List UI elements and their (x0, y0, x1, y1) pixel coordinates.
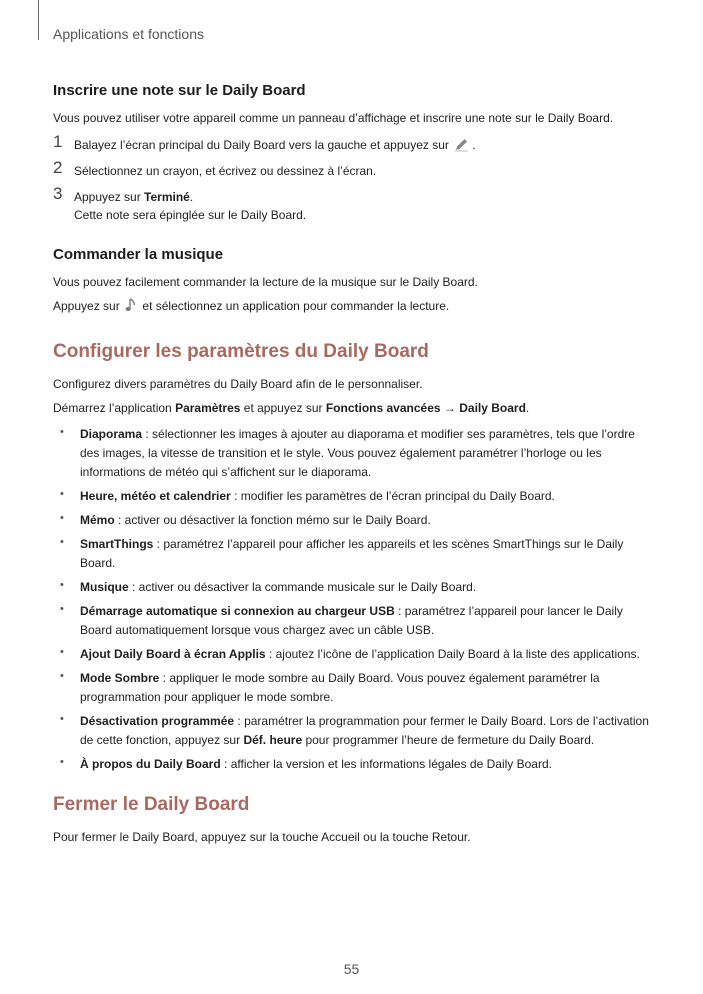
arrow-icon: → (440, 401, 460, 415)
item-term: Musique (80, 580, 129, 594)
item-term: Ajout Daily Board à écran Applis (80, 647, 266, 661)
list-item (53, 425, 653, 482)
item-term: SmartThings (80, 537, 154, 551)
list-item (53, 487, 653, 506)
item-text: : activer ou désactiver la commande musicale sur le Daily Board. (128, 580, 477, 594)
note-title: Inscrire une note sur le Daily Board (53, 82, 306, 99)
item-text: : paramétrez l’appareil pour lancer le Daily Board automatiquement lorsque vous chargez avec un câble USB. (80, 604, 623, 637)
section-header: Applications et fonctions (53, 26, 204, 42)
list-item (53, 712, 653, 750)
settings-p2-text: et appuyez sur (240, 401, 326, 415)
settings-p2-end: . (525, 401, 530, 415)
step-text-end: . (189, 190, 194, 204)
item-term: Heure, météo et calendrier (80, 489, 231, 503)
item-text: : ajoutez l’icône de l’application Daily Board à la liste des applications. (265, 647, 640, 661)
step-number: 2 (53, 158, 63, 177)
item-text: : sélectionner les images à ajouter au diaporama et modifier ses paramètres, tels que l’ordre des images, la vitesse de transition et le style. Vous pouvez également paramétrer l’horloge ou les informations de météo qui s’affichent sur le diaporama. (80, 427, 635, 479)
list-item (53, 511, 653, 530)
item-text: : paramétrez l’appareil pour afficher les appareils et les scènes SmartThings sur le Daily Board. (80, 537, 624, 570)
settings-p1: Configurez divers paramètres du Daily Board afin de le personnaliser. (53, 377, 423, 391)
close-p1: Pour fermer le Daily Board, appuyez sur la touche Accueil ou la touche Retour. (53, 830, 471, 844)
item-text: : modifier les paramètres de l’écran principal du Daily Board. (230, 489, 555, 503)
list-item (53, 645, 653, 664)
item-term: À propos du Daily Board (80, 757, 221, 771)
music-note-icon (125, 297, 137, 313)
note-step-1 (53, 132, 653, 154)
close-title: Fermer le Daily Board (53, 794, 250, 815)
settings-list (53, 425, 653, 774)
settings-p2 (53, 399, 653, 417)
music-p2 (53, 297, 653, 315)
step-number: 1 (53, 132, 63, 151)
note-intro: Vous pouvez utiliser votre appareil comme un panneau d’affichage et inscrire une note sur le Daily Board. (53, 111, 614, 125)
step-number: 3 (53, 184, 63, 203)
item-term-inline: Déf. heure (243, 733, 303, 747)
item-term: Diaporama (80, 427, 143, 441)
list-item (53, 669, 653, 707)
step-bold-term: Terminé (144, 190, 190, 204)
page-number: 55 (343, 961, 360, 977)
settings-submenu-name: Daily Board (459, 401, 526, 415)
settings-p2-text: Démarrez l’application (53, 401, 176, 415)
settings-menu-name: Fonctions avancées (325, 401, 441, 415)
margin-rule (38, 0, 39, 40)
list-item (53, 535, 653, 573)
item-text: pour programmer l’heure de fermeture du Daily Board. (302, 733, 595, 747)
list-item (53, 578, 653, 597)
step-subtext: Cette note sera épinglée sur le Daily Board. (74, 208, 307, 222)
step-text: Balayez l’écran principal du Daily Board vers la gauche et appuyez sur (74, 138, 449, 152)
music-p1: Vous pouvez facilement commander la lecture de la musique sur le Daily Board. (53, 275, 478, 289)
item-text: : paramétrer la programmation pour fermer le Daily Board. Lors de l’activation de cette fonction, appuyez sur (80, 714, 649, 747)
page-content (53, 82, 653, 852)
pencil-icon (454, 138, 470, 152)
item-term: Désactivation programmée (80, 714, 235, 728)
item-text: : afficher la version et les informations légales de Daily Board. (220, 757, 552, 771)
item-text: : appliquer le mode sombre au Daily Board. Vous pouvez également paramétrer la programmation pour appliquer le mode sombre. (80, 671, 600, 704)
settings-title: Configurer les paramètres du Daily Board (53, 341, 429, 362)
list-item (53, 755, 653, 774)
music-p2-text-end: et sélectionnez un application pour commander la lecture. (142, 299, 450, 313)
settings-app-name: Paramètres (175, 401, 241, 415)
list-item (53, 602, 653, 640)
note-step-2 (53, 158, 653, 180)
item-term: Mode Sombre (80, 671, 160, 685)
step-text: Appuyez sur (74, 190, 145, 204)
note-step-3 (53, 184, 653, 224)
item-text: : activer ou désactiver la fonction mémo sur le Daily Board. (114, 513, 431, 527)
step-text-end: . (472, 138, 476, 152)
music-title: Commander la musique (53, 246, 224, 263)
item-term: Mémo (80, 513, 115, 527)
music-p2-text: Appuyez sur (53, 299, 120, 313)
item-term: Démarrage automatique si connexion au chargeur USB (80, 604, 395, 618)
step-text: Sélectionnez un crayon, et écrivez ou dessinez à l’écran. (74, 164, 377, 178)
